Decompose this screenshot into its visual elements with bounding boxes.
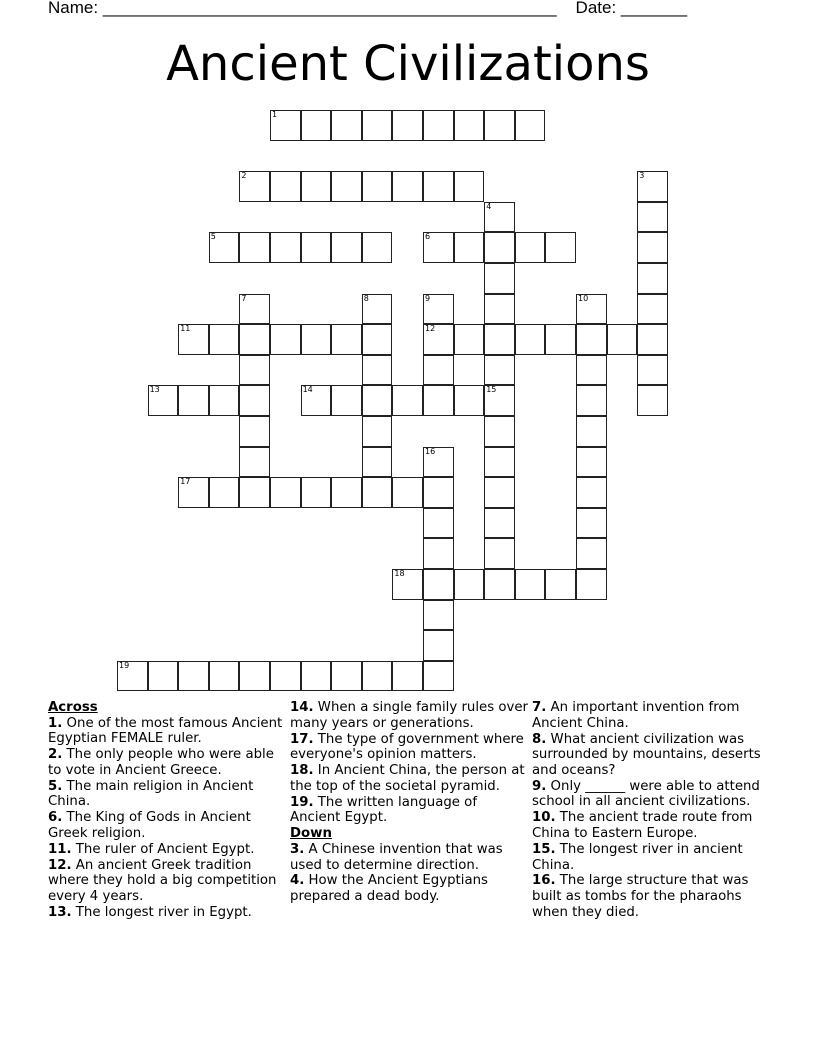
crossword-cell[interactable] <box>484 110 515 141</box>
crossword-cell[interactable] <box>239 232 270 263</box>
clue-number: 15 <box>486 385 497 395</box>
crossword-cell[interactable] <box>576 508 607 539</box>
crossword-cell[interactable] <box>423 355 454 386</box>
crossword-cell[interactable] <box>576 294 607 325</box>
clue-item-text: The longest river in ancient China. <box>532 841 743 873</box>
crossword-cell[interactable] <box>637 202 668 233</box>
clues-column-1 <box>48 700 286 921</box>
crossword-cell[interactable] <box>362 477 393 508</box>
clue-item-text: In Ancient China, the person at the top of the societal pyramid. <box>290 763 525 794</box>
crossword-cell[interactable] <box>576 538 607 569</box>
clue-item-number: 8. <box>532 731 547 747</box>
crossword-cell[interactable] <box>301 110 332 141</box>
crossword-cell[interactable] <box>576 447 607 478</box>
crossword-cell[interactable] <box>637 263 668 294</box>
clue-item <box>48 779 286 810</box>
clue-item <box>532 873 770 920</box>
crossword-cell[interactable] <box>484 508 515 539</box>
crossword-cell[interactable] <box>392 477 423 508</box>
clue-item-number: 19. <box>290 794 314 810</box>
clue-item <box>532 732 770 779</box>
crossword-cell[interactable] <box>484 355 515 386</box>
crossword-cell[interactable] <box>576 324 607 355</box>
crossword-cell[interactable] <box>607 324 638 355</box>
name-blank[interactable]: ________________________________________________ <box>102 0 557 17</box>
crossword-cell[interactable] <box>331 171 362 202</box>
clue-item <box>48 716 286 747</box>
crossword-cell[interactable] <box>392 171 423 202</box>
clue-item <box>290 732 528 763</box>
crossword-cell[interactable] <box>423 232 454 263</box>
crossword-cell[interactable] <box>545 232 576 263</box>
date-label: Date: <box>575 0 617 17</box>
crossword-cell[interactable] <box>454 171 485 202</box>
clue-number: 7 <box>241 293 247 303</box>
clues-column-2 <box>290 700 528 905</box>
clue-number: 2 <box>241 171 247 181</box>
crossword-cell[interactable] <box>362 171 393 202</box>
clue-item-number: 13. <box>48 905 72 921</box>
crossword-cell[interactable] <box>423 324 454 355</box>
clue-number: 1 <box>272 110 278 119</box>
crossword-cell[interactable] <box>484 202 515 233</box>
crossword-cell[interactable] <box>484 263 515 294</box>
clue-item-text: The ruler of Ancient Egypt. <box>75 841 255 857</box>
clue-item-number: 14. <box>290 700 314 715</box>
crossword-cell[interactable] <box>454 110 485 141</box>
across-heading: Across <box>48 700 98 715</box>
clue-item-number: 4. <box>290 873 305 889</box>
date-blank[interactable]: _______ <box>620 0 688 17</box>
crossword-cell[interactable] <box>637 171 668 202</box>
crossword-cell[interactable] <box>239 355 270 386</box>
crossword-cell[interactable] <box>576 569 607 600</box>
clue-item-number: 7. <box>532 700 547 715</box>
crossword-cell[interactable] <box>270 171 301 202</box>
crossword-cell[interactable] <box>637 324 668 355</box>
crossword-cell[interactable] <box>362 294 393 325</box>
crossword-cell[interactable] <box>423 385 454 416</box>
crossword-cell[interactable] <box>362 324 393 355</box>
clue-number: 6 <box>425 232 431 242</box>
crossword-cell[interactable] <box>209 232 240 263</box>
clue-item-text: The main religion in Ancient China. <box>48 778 254 810</box>
clue-item-text: The longest river in Egypt. <box>75 905 252 921</box>
crossword-cell[interactable] <box>362 661 393 692</box>
crossword-cell[interactable] <box>331 661 362 692</box>
crossword-cell[interactable] <box>484 324 515 355</box>
crossword-cell[interactable] <box>423 477 454 508</box>
crossword-cell[interactable] <box>484 294 515 325</box>
crossword-cell[interactable] <box>362 385 393 416</box>
clue-item-text: The only people who were able to vote in Ancient Greece. <box>48 747 274 778</box>
crossword-cell[interactable] <box>484 416 515 447</box>
crossword-cell[interactable] <box>423 538 454 569</box>
crossword-cell[interactable] <box>209 385 240 416</box>
clue-item-text: An important invention from Ancient China. <box>532 700 740 731</box>
crossword-cell[interactable] <box>392 110 423 141</box>
crossword-cell[interactable] <box>637 355 668 386</box>
crossword-cell[interactable] <box>301 385 332 416</box>
clue-item-number: 2. <box>48 747 63 763</box>
clue-number: 14 <box>302 385 313 395</box>
crossword-cell[interactable] <box>209 661 240 692</box>
crossword-cell[interactable] <box>362 232 393 263</box>
crossword-cell[interactable] <box>239 416 270 447</box>
crossword-cell[interactable] <box>484 569 515 600</box>
crossword-cell[interactable] <box>270 232 301 263</box>
crossword-cell[interactable] <box>545 569 576 600</box>
clue-item-number: 11. <box>48 841 72 857</box>
crossword-cell[interactable] <box>270 661 301 692</box>
clue-number: 18 <box>394 569 405 578</box>
crossword-cell[interactable] <box>239 324 270 355</box>
clue-item-text: The King of Gods in Ancient Greek religion. <box>48 810 251 841</box>
crossword-cell[interactable] <box>515 110 546 141</box>
crossword-cell[interactable] <box>331 232 362 263</box>
clue-item <box>290 795 528 826</box>
clue-number: 9 <box>425 293 431 303</box>
crossword-cell[interactable] <box>239 171 270 202</box>
crossword-cell[interactable] <box>392 385 423 416</box>
clue-item-number: 10. <box>532 810 556 826</box>
clue-item-text: An ancient Greek tradition where they hold a big competition every 4 years. <box>48 857 277 905</box>
crossword-cell[interactable] <box>362 110 393 141</box>
name-label: Name: <box>48 0 99 17</box>
crossword-cell[interactable] <box>239 661 270 692</box>
clue-item-text: The written language of Ancient Egypt. <box>290 794 478 826</box>
crossword-cell[interactable] <box>362 447 393 478</box>
crossword-cell[interactable] <box>362 416 393 447</box>
crossword-cell[interactable] <box>484 232 515 263</box>
down-heading: Down <box>290 826 332 842</box>
crossword-cell[interactable] <box>209 477 240 508</box>
crossword-cell[interactable] <box>515 232 546 263</box>
crossword-cell[interactable] <box>423 661 454 692</box>
crossword-cell[interactable] <box>484 538 515 569</box>
clue-item-text: When a single family rules over many years or generations. <box>290 700 529 731</box>
crossword-cell[interactable] <box>484 477 515 508</box>
crossword-cell[interactable] <box>301 232 332 263</box>
clues-column-3 <box>532 700 770 921</box>
clue-item <box>48 858 286 905</box>
crossword-cell[interactable] <box>239 447 270 478</box>
clue-number: 10 <box>578 293 589 303</box>
clue-item <box>532 810 770 841</box>
clue-item <box>48 747 286 778</box>
crossword-cell[interactable] <box>484 447 515 478</box>
crossword-cell[interactable] <box>392 661 423 692</box>
clue-item-number: 5. <box>48 778 63 794</box>
crossword-cell[interactable] <box>423 630 454 661</box>
crossword-cell[interactable] <box>515 324 546 355</box>
clue-item-text: A Chinese invention that was used to determine direction. <box>290 841 503 873</box>
clue-number: 11 <box>180 324 191 334</box>
crossword-cell[interactable] <box>301 171 332 202</box>
clue-number: 4 <box>486 201 492 211</box>
clue-item <box>48 905 286 921</box>
clue-item-number: 3. <box>290 841 305 857</box>
clue-item <box>48 842 286 858</box>
crossword-cell[interactable] <box>270 324 301 355</box>
crossword-cell[interactable] <box>423 171 454 202</box>
crossword-cell[interactable] <box>515 569 546 600</box>
clue-number: 13 <box>149 385 160 395</box>
clue-item-text: The type of government where everyone's opinion matters. <box>290 731 524 763</box>
clue-item-text: How the Ancient Egyptians prepared a dead body. <box>290 873 488 905</box>
crossword-cell[interactable] <box>454 324 485 355</box>
clue-item <box>532 842 770 873</box>
crossword-cell[interactable] <box>239 294 270 325</box>
clue-item-text: What ancient civilization was surrounded by mountains, deserts and oceans? <box>532 731 761 778</box>
clue-item <box>532 779 770 810</box>
clue-number: 8 <box>363 293 369 303</box>
crossword-cell[interactable] <box>178 477 209 508</box>
page-title: Ancient Civilizations <box>166 36 650 92</box>
clue-item-number: 9. <box>532 778 547 794</box>
crossword-cell[interactable] <box>576 385 607 416</box>
crossword-cell[interactable] <box>270 477 301 508</box>
crossword-cell[interactable] <box>545 324 576 355</box>
clue-item <box>290 700 528 731</box>
clue-item-number: 12. <box>48 857 72 873</box>
crossword-cell[interactable] <box>148 661 179 692</box>
clue-item-number: 1. <box>48 715 63 731</box>
crossword-cell[interactable] <box>239 477 270 508</box>
clue-item-text: Only ______ were able to attend school in all ancient civilizations. <box>532 778 760 810</box>
crossword-cell[interactable] <box>484 385 515 416</box>
clue-item-number: 16. <box>532 873 556 889</box>
crossword-cell[interactable] <box>423 600 454 631</box>
crossword-cell[interactable] <box>239 385 270 416</box>
crossword-cell[interactable] <box>209 324 240 355</box>
crossword-cell[interactable] <box>423 447 454 478</box>
crossword-cell[interactable] <box>454 232 485 263</box>
crossword-cell[interactable] <box>301 324 332 355</box>
crossword-cell[interactable] <box>423 110 454 141</box>
clue-item-number: 6. <box>48 810 63 826</box>
crossword-cell[interactable] <box>423 508 454 539</box>
clue-number: 19 <box>119 660 130 670</box>
crossword-cell[interactable] <box>576 416 607 447</box>
crossword-cell[interactable] <box>576 477 607 508</box>
clue-number: 12 <box>425 324 436 334</box>
crossword-cell[interactable] <box>148 385 179 416</box>
clue-item-number: 15. <box>532 841 556 857</box>
clue-item-number: 17. <box>290 731 314 747</box>
crossword-cell[interactable] <box>576 355 607 386</box>
crossword-cell[interactable] <box>392 569 423 600</box>
clue-item-text: One of the most famous Ancient Egyptian FEMALE ruler. <box>48 715 283 747</box>
crossword-cell[interactable] <box>454 385 485 416</box>
crossword-cell[interactable] <box>331 385 362 416</box>
clue-item-text: The large structure that was built as tombs for the pharaohs when they died. <box>532 873 749 920</box>
clue-item <box>290 763 528 794</box>
clue-item-number: 18. <box>290 763 314 779</box>
crossword-cell[interactable] <box>331 324 362 355</box>
crossword-cell[interactable] <box>331 477 362 508</box>
clue-number: 17 <box>180 477 191 487</box>
clue-number: 5 <box>210 232 216 242</box>
crossword-cell[interactable] <box>637 385 668 416</box>
clue-item <box>532 700 770 731</box>
clue-number: 16 <box>425 446 436 456</box>
crossword-cell[interactable] <box>117 661 148 692</box>
crossword-cell[interactable] <box>454 569 485 600</box>
clue-item-text: The ancient trade route from China to Eastern Europe. <box>532 810 753 841</box>
crossword-cell[interactable] <box>637 232 668 263</box>
crossword-cell[interactable] <box>423 569 454 600</box>
crossword-cell[interactable] <box>637 294 668 325</box>
clue-number: 3 <box>639 171 645 181</box>
crossword-cell[interactable] <box>331 110 362 141</box>
crossword-cell[interactable] <box>178 661 209 692</box>
crossword-cell[interactable] <box>178 385 209 416</box>
clue-item <box>48 810 286 841</box>
crossword-cell[interactable] <box>301 661 332 692</box>
crossword-cell[interactable] <box>301 477 332 508</box>
crossword-cell[interactable] <box>362 355 393 386</box>
crossword-cell[interactable] <box>270 110 301 141</box>
crossword-cell[interactable] <box>423 294 454 325</box>
crossword-cell[interactable] <box>178 324 209 355</box>
clue-item <box>290 842 528 873</box>
clue-item <box>290 873 528 904</box>
